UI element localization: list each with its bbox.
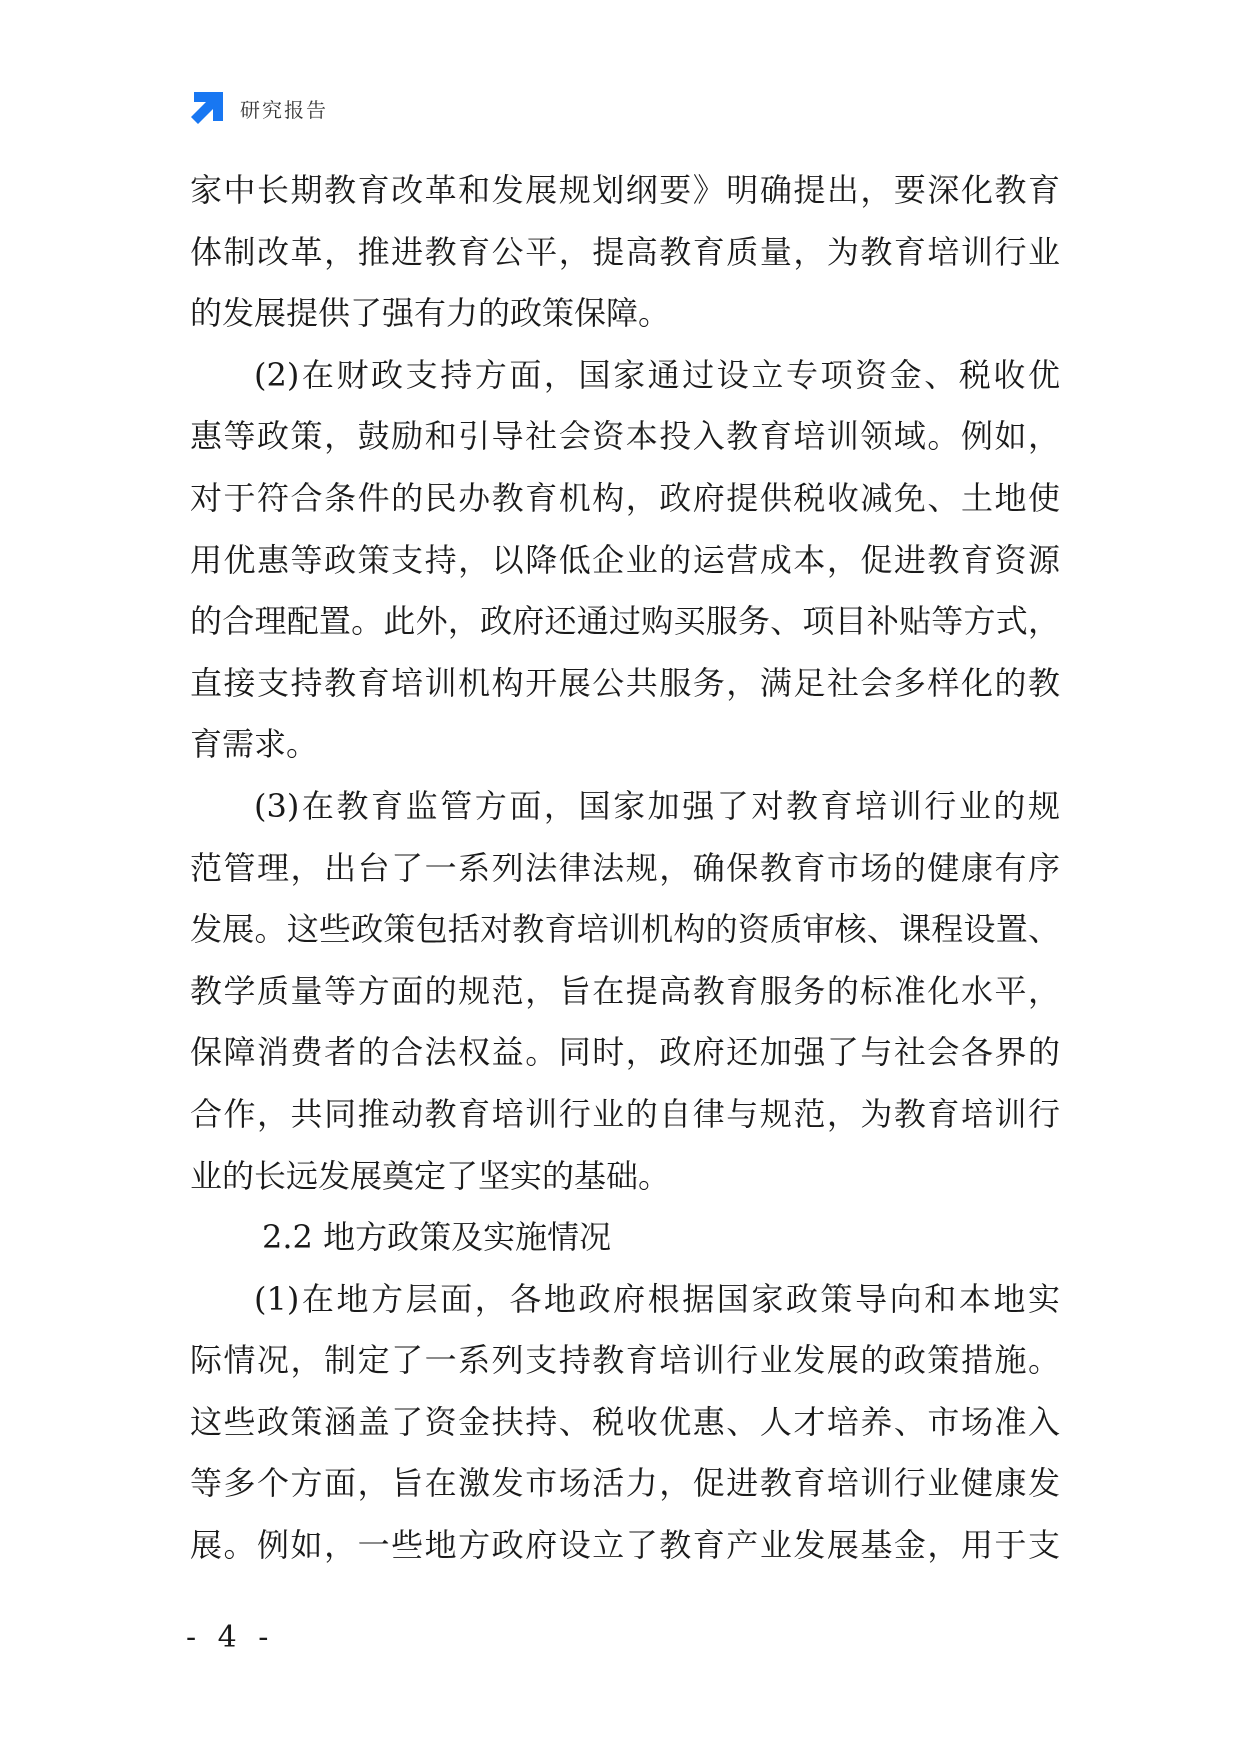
- paragraph-2: [190, 345, 1060, 776]
- text-line: 范管理，出台了一系列法律法规，确保教育市场的健康有序: [190, 848, 1060, 887]
- text-line: (1)在地方层面，各地政府根据国家政策导向和本地实: [254, 1279, 1060, 1318]
- paragraph-3: [190, 776, 1060, 1207]
- text-line: 这些政策涵盖了资金扶持、税收优惠、人才培养、市场准入: [190, 1402, 1060, 1441]
- paragraph-1: [190, 160, 1060, 345]
- text-line: 的发展提供了强有力的政策保障。: [190, 294, 671, 333]
- text-line: 发展。这些政策包括对教育培训机构的资质审核、课程设置、: [190, 910, 1060, 949]
- text-line: 惠等政策，鼓励和引导社会资本投入教育培训领域。例如，: [190, 417, 1060, 456]
- text-line: (3)在教育监管方面，国家加强了对教育培训行业的规: [254, 786, 1060, 825]
- text-line: 合作，共同推动教育培训行业的自律与规范，为教育培训行: [190, 1094, 1060, 1133]
- document-body: [190, 160, 1060, 1577]
- text-line: 对于符合条件的民办教育机构，政府提供税收减免、土地使: [190, 478, 1060, 517]
- header-title: 研究报告: [240, 97, 328, 122]
- paragraph-4: [190, 1269, 1060, 1577]
- text-line: 业的长远发展奠定了坚实的基础。: [190, 1156, 671, 1195]
- text-line: 体制改革，推进教育公平，提高教育质量，为教育培训行业: [190, 232, 1060, 271]
- text-line: 展。例如，一些地方政府设立了教育产业发展基金，用于支: [190, 1526, 1060, 1565]
- text-line: 育需求。: [190, 725, 319, 764]
- text-line: 等多个方面，旨在激发市场活力，促进教育培训行业健康发: [190, 1464, 1060, 1503]
- text-line: 家中长期教育改革和发展规划纲要》明确提出，要深化教育: [190, 171, 1060, 209]
- text-line: 保障消费者的合法权益。同时，政府还加强了与社会各界的: [190, 1033, 1060, 1072]
- arrow-logo-icon: [188, 89, 226, 127]
- text-line: (2)在财政支持方面，国家通过设立专项资金、税收优: [254, 355, 1060, 394]
- section-heading: 2.2 地方政策及实施情况: [262, 1218, 612, 1257]
- text-line: 的合理配置。此外，政府还通过购买服务、项目补贴等方式，: [190, 602, 1060, 641]
- text-line: 教学质量等方面的规范，旨在提高教育服务的标准化水平，: [190, 971, 1060, 1010]
- page-number: - 4 -: [186, 1620, 275, 1655]
- text-line: 直接支持教育培训机构开展公共服务，满足社会多样化的教: [190, 663, 1060, 702]
- text-line: 用优惠等政策支持，以降低企业的运营成本，促进教育资源: [190, 540, 1060, 579]
- report-header: [188, 88, 328, 128]
- text-line: 际情况，制定了一系列支持教育培训行业发展的政策措施。: [190, 1341, 1060, 1380]
